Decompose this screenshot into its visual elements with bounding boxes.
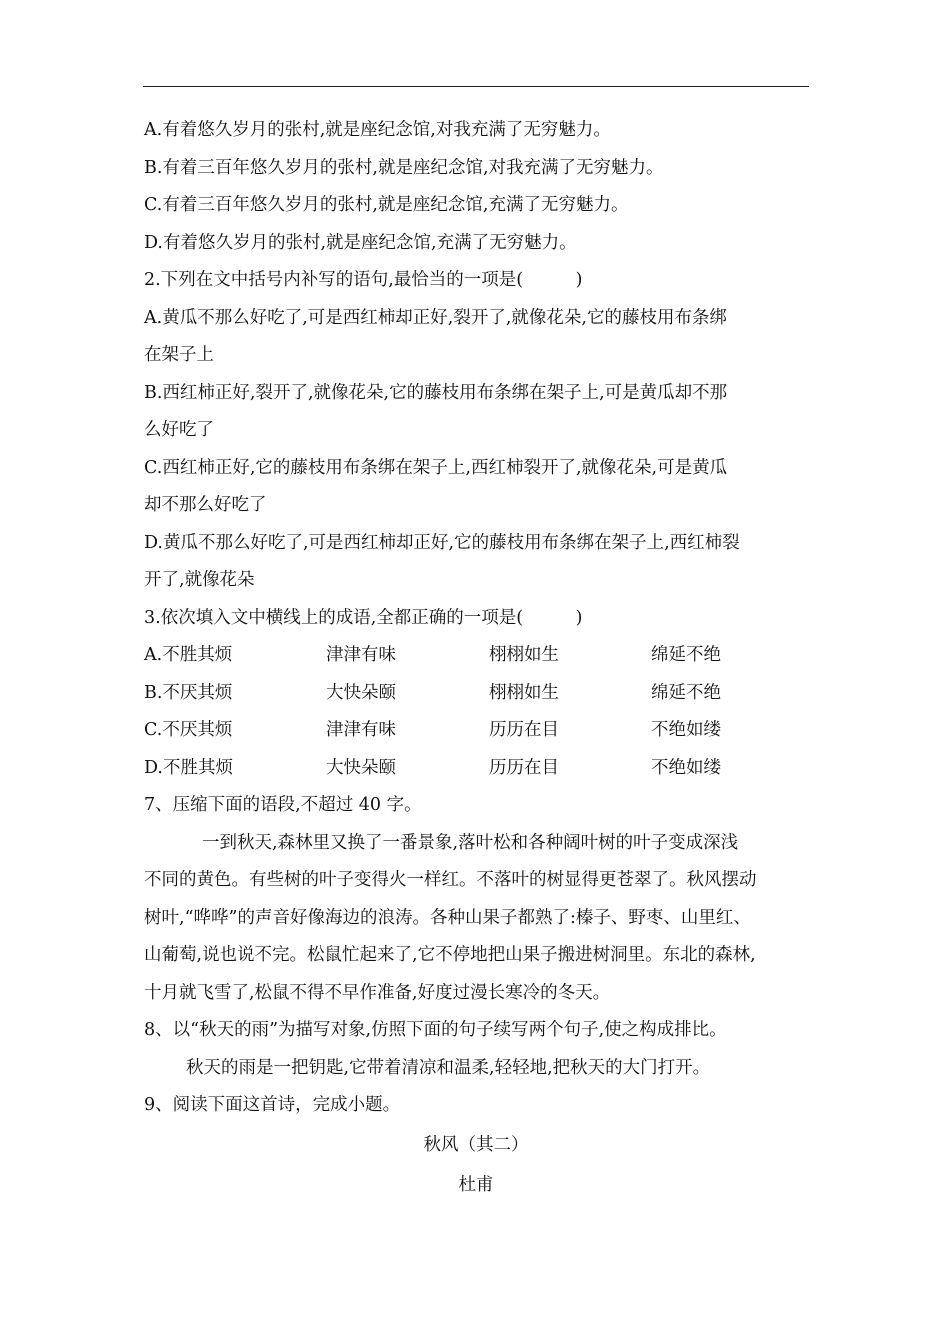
idiom-cell: B.不厌其烦 xyxy=(144,682,233,703)
q2-stem: 2.下列在文中括号内补写的语句,最恰当的一项是( ) xyxy=(144,270,583,290)
q9-stem: 9、阅读下面这首诗，完成小题。 xyxy=(144,1095,401,1115)
q3-option-row-d xyxy=(144,750,808,788)
q2-option-a-line2: 在架子上 xyxy=(144,345,214,365)
q7-passage-line: 树叶,“哗哗”的声音好像海边的浪涛。各种山果子都熟了:榛子、野枣、山里红、 xyxy=(144,907,751,928)
document-page xyxy=(144,112,808,1205)
idiom-cell: 历历在目 xyxy=(489,757,559,778)
q2-option-b-line1: B.西红柿正好,裂开了,就像花朵,它的藤枝用布条绑在架子上,可是黄瓜却不那 xyxy=(144,382,728,403)
idiom-cell: A.不胜其烦 xyxy=(144,645,233,665)
q7-stem: 7、压缩下面的语段,不超过 40 字。 xyxy=(144,795,422,815)
idiom-cell: 津津有味 xyxy=(326,720,396,740)
q7-passage-line: 十月就飞雪了,松鼠不得不早作准备,好度过漫长寒冷的冬天。 xyxy=(144,982,611,1003)
q3-stem: 3.依次填入文中横线上的成语,全都正确的一项是( ) xyxy=(144,607,583,628)
idiom-cell: C.不厌其烦 xyxy=(144,720,233,740)
q7-passage-line: 一到秋天,森林里又换了一番景象,落叶松和各种阔叶树的叶子变成深浅 xyxy=(202,832,739,853)
idiom-cell: 栩栩如生 xyxy=(489,645,559,665)
q3-option-row-c xyxy=(144,712,808,750)
q3-option-row-a xyxy=(144,637,808,675)
q8-stem: 8、以“秋天的雨”为描写对象,仿照下面的句子续写两个句子,使之构成排比。 xyxy=(144,1020,727,1040)
poem-author: 杜甫 xyxy=(458,1174,494,1195)
idiom-cell: 大快朵颐 xyxy=(326,682,396,703)
idiom-cell: 大快朵颐 xyxy=(326,757,396,778)
idiom-cell: 津津有味 xyxy=(326,645,396,665)
q3-option-row-b xyxy=(144,675,808,713)
idiom-cell: 历历在目 xyxy=(489,720,559,740)
q1-option-b: B.有着三百年悠久岁月的张村,就是座纪念馆,对我充满了无穷魅力。 xyxy=(144,157,664,178)
idiom-cell: 栩栩如生 xyxy=(489,682,559,703)
idiom-cell: 不绝如缕 xyxy=(651,757,721,778)
idiom-cell: 绵延不绝 xyxy=(651,682,721,703)
q2-option-c-line2: 却不那么好吃了 xyxy=(144,495,267,515)
q1-option-c: C.有着三百年悠久岁月的张村,就是座纪念馆,充满了无穷魅力。 xyxy=(144,195,629,215)
q2-option-b-line2: 么好吃了 xyxy=(144,420,214,440)
header-rule xyxy=(143,86,809,87)
q2-option-d-line1: D.黄瓜不那么好吃了,可是西红柿却正好,它的藤枝用布条绑在架子上,西红柿裂 xyxy=(144,532,740,553)
q1-option-a: A.有着悠久岁月的张村,就是座纪念馆,对我充满了无穷魅力。 xyxy=(144,120,611,140)
q7-passage-line: 不同的黄色。有些树的叶子变得火一样红。不落叶的树显得更苍翠了。秋风摆动 xyxy=(144,870,757,890)
q7-passage-line: 山葡萄,说也说不完。松鼠忙起来了,它不停地把山果子搬进树洞里。东北的森林, xyxy=(144,945,756,965)
idiom-cell: D.不胜其烦 xyxy=(144,757,233,778)
poem-title: 秋风（其二） xyxy=(423,1134,529,1155)
idiom-cell: 绵延不绝 xyxy=(651,645,721,665)
q2-option-c-line1: C.西红柿正好,它的藤枝用布条绑在架子上,西红柿裂开了,就像花朵,可是黄瓜 xyxy=(144,457,728,478)
q2-option-d-line2: 开了,就像花朵 xyxy=(144,570,255,590)
idiom-cell: 不绝如缕 xyxy=(651,720,721,740)
q8-example: 秋天的雨是一把钥匙,它带着清凉和温柔,轻轻地,把秋天的大门打开。 xyxy=(186,1057,711,1078)
q2-option-a-line1: A.黄瓜不那么好吃了,可是西红柿却正好,裂开了,就像花朵,它的藤枝用布条绑 xyxy=(144,307,727,328)
q1-option-d: D.有着悠久岁月的张村,就是座纪念馆,充满了无穷魅力。 xyxy=(144,232,577,253)
